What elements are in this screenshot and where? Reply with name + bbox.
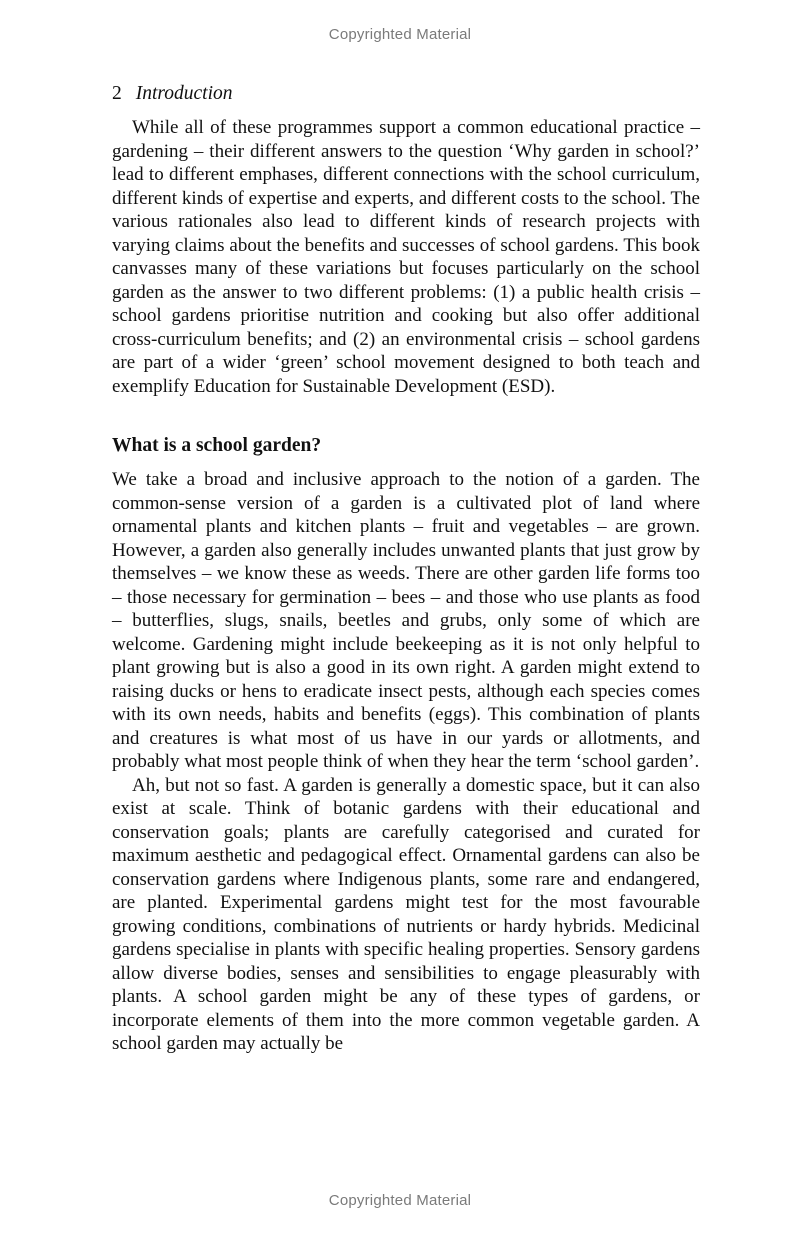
page-number: 2 [112,83,122,104]
running-head-title: Introduction [135,83,233,104]
copyright-watermark-bottom: Copyrighted Material [328,1192,472,1209]
paragraph-not-so-fast: Ah, but not so fast. A garden is generally a domestic space, but it can also exist at scale. Think of botanic gardens with their educational and conservation goals; plants are carefully categorised and curated for maximum aesthetic and pedagogical effect. Ornamental gardens can also be conservation gardens where Indigenous plants, some rare and endangered, are planted. Experimental gardens might test for the most favourable growing conditions, combinations of nutrients or hardy hybrids. Medicinal gardens specialise in plants with specific healing properties. Sensory gardens allow diverse bodies, senses and sensibilities to engage pleasurably with plants. A school garden might be any of these types of gardens, or incorporate elements of them into the more common vegetable garden. A school garden may actually be [112,774,700,1054]
paragraph-broad-approach: We take a broad and inclusive approach to the notion of a garden. The common-sense version of a garden is a cultivated plot of land where ornamental plants and kitchen plants – fruit and vegetables – are grown. However, a garden also generally includes unwanted plants that just grow by themselves – we know these as weeds. There are other garden life forms too – those necessary for germination – bees – and those who use plants as food – butterflies, slugs, snails, beetles and grubs, only some of which are welcome. Gardening might include beekeeping as it is not only helpful to plant growing but is also a good in its own right. A garden might extend to raising ducks or hens to eradicate insect pests, although each species comes with its own needs, habits and benefits (eggs). This combination of plants and creatures is what most of us have in our yards or allotments, and probably what most people think of when they hear the term ‘school garden’. [112,469,700,772]
page-body [112,116,700,1056]
paragraph-programmes: While all of these programmes support a common educational practice – gardening – their different answers to the question ‘Why garden in school?’ lead to different emphases, different connections with the school curriculum, different kinds of expertise and experts, and different costs to the school. The various rationales also lead to different kinds of research projects with varying claims about the benefits and successes of school gardens. This book canvasses many of these variations but focuses particularly on the school garden as the answer to two different problems: (1) a public health crisis – school gardens prioritise nutrition and cooking but also offer additional cross-curriculum benefits; and (2) an environmental crisis – school gardens are part of a wider ‘green’ school movement designed to both teach and exemplify Education for Sustainable Development (ESD). [112,117,700,397]
copyright-watermark-top: Copyrighted Material [328,26,472,43]
section-heading: What is a school garden? [112,435,322,456]
running-head [112,82,233,106]
